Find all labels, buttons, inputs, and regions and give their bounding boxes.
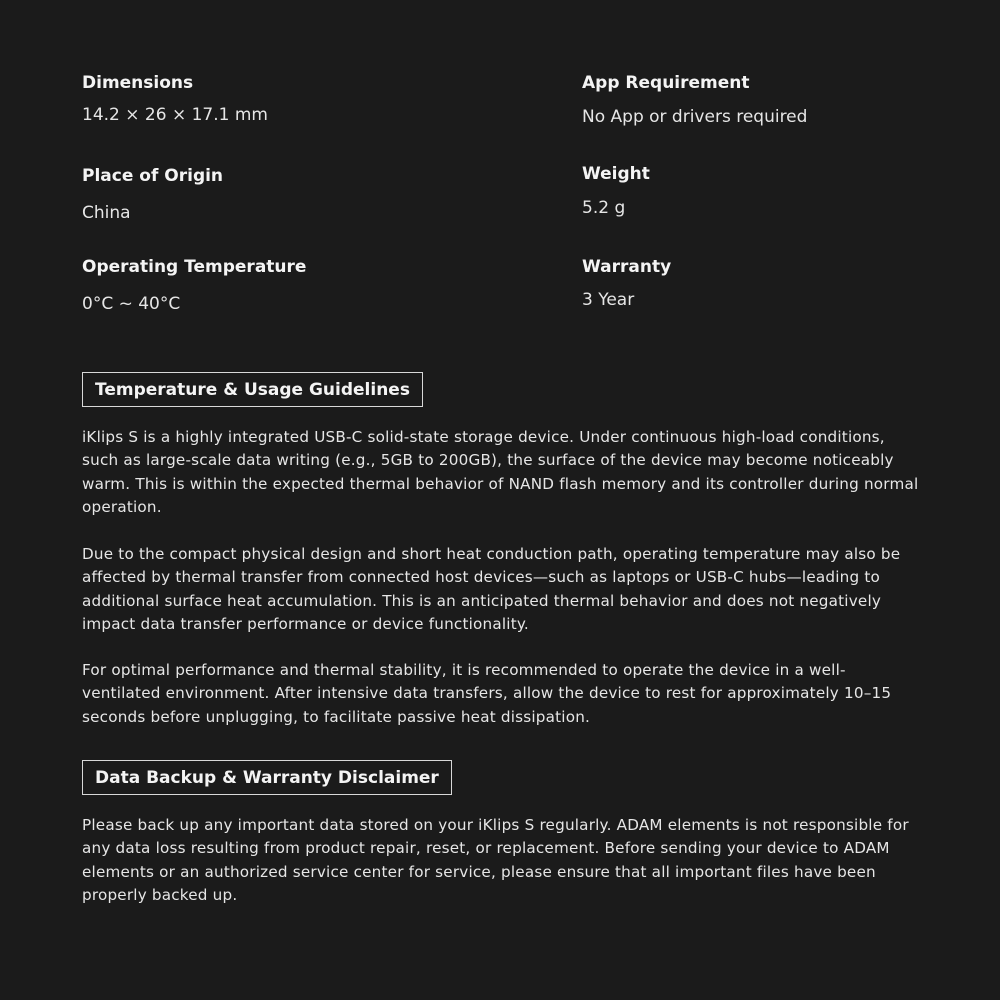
weight-value: 5.2 g (582, 198, 626, 218)
warranty-label: Warranty (582, 257, 672, 277)
temperature-paragraph: Due to the compact physical design and short heat conduction path, operating temperature may also be affected by thermal transfer from connected host devices—such as laptops or USB-C hubs—leading to additional surface heat accumulation. This is an anticipated thermal behavior and does not negatively impact data transfer performance or device functionality. (82, 545, 901, 633)
weight-label: Weight (582, 164, 650, 184)
dimensions-label: Dimensions (82, 73, 194, 93)
backup-section-heading: Data Backup & Warranty Disclaimer (82, 760, 452, 795)
temperature-paragraph: iKlips S is a highly integrated USB-C solid-state storage device. Under continuous high-load conditions, such as large-scale data writing (e.g., 5GB to 200GB), the surface of the device may become noticeably warm. This is within the expected thermal behavior of NAND flash memory and its controller during normal operation. (82, 428, 919, 516)
place-of-origin-label: Place of Origin (82, 166, 224, 186)
temperature-paragraph: For optimal performance and thermal stability, it is recommended to operate the device in a well-ventilated environment. After intensive data transfers, allow the device to rest for approximately 10–15 seconds before unplugging, to facilitate passive heat dissipation. (82, 661, 892, 726)
operating-temperature-label: Operating Temperature (82, 257, 307, 277)
dimensions-value: 14.2 × 26 × 17.1 mm (82, 105, 268, 125)
temperature-section-heading: Temperature & Usage Guidelines (82, 372, 423, 407)
backup-paragraph: Please back up any important data stored on your iKlips S regularly. ADAM elements is not responsible for any data loss resulting from product repair, reset, or replacement. Before sending your device to ADAM elements or an authorized service center for service, please ensure that all important files have been properly backed up. (82, 816, 909, 904)
app-requirement-value: No App or drivers required (582, 107, 808, 127)
warranty-value: 3 Year (582, 290, 635, 310)
app-requirement-label: App Requirement (582, 73, 750, 93)
operating-temperature-value: 0°C ~ 40°C (82, 294, 181, 314)
place-of-origin-value: China (82, 203, 131, 223)
